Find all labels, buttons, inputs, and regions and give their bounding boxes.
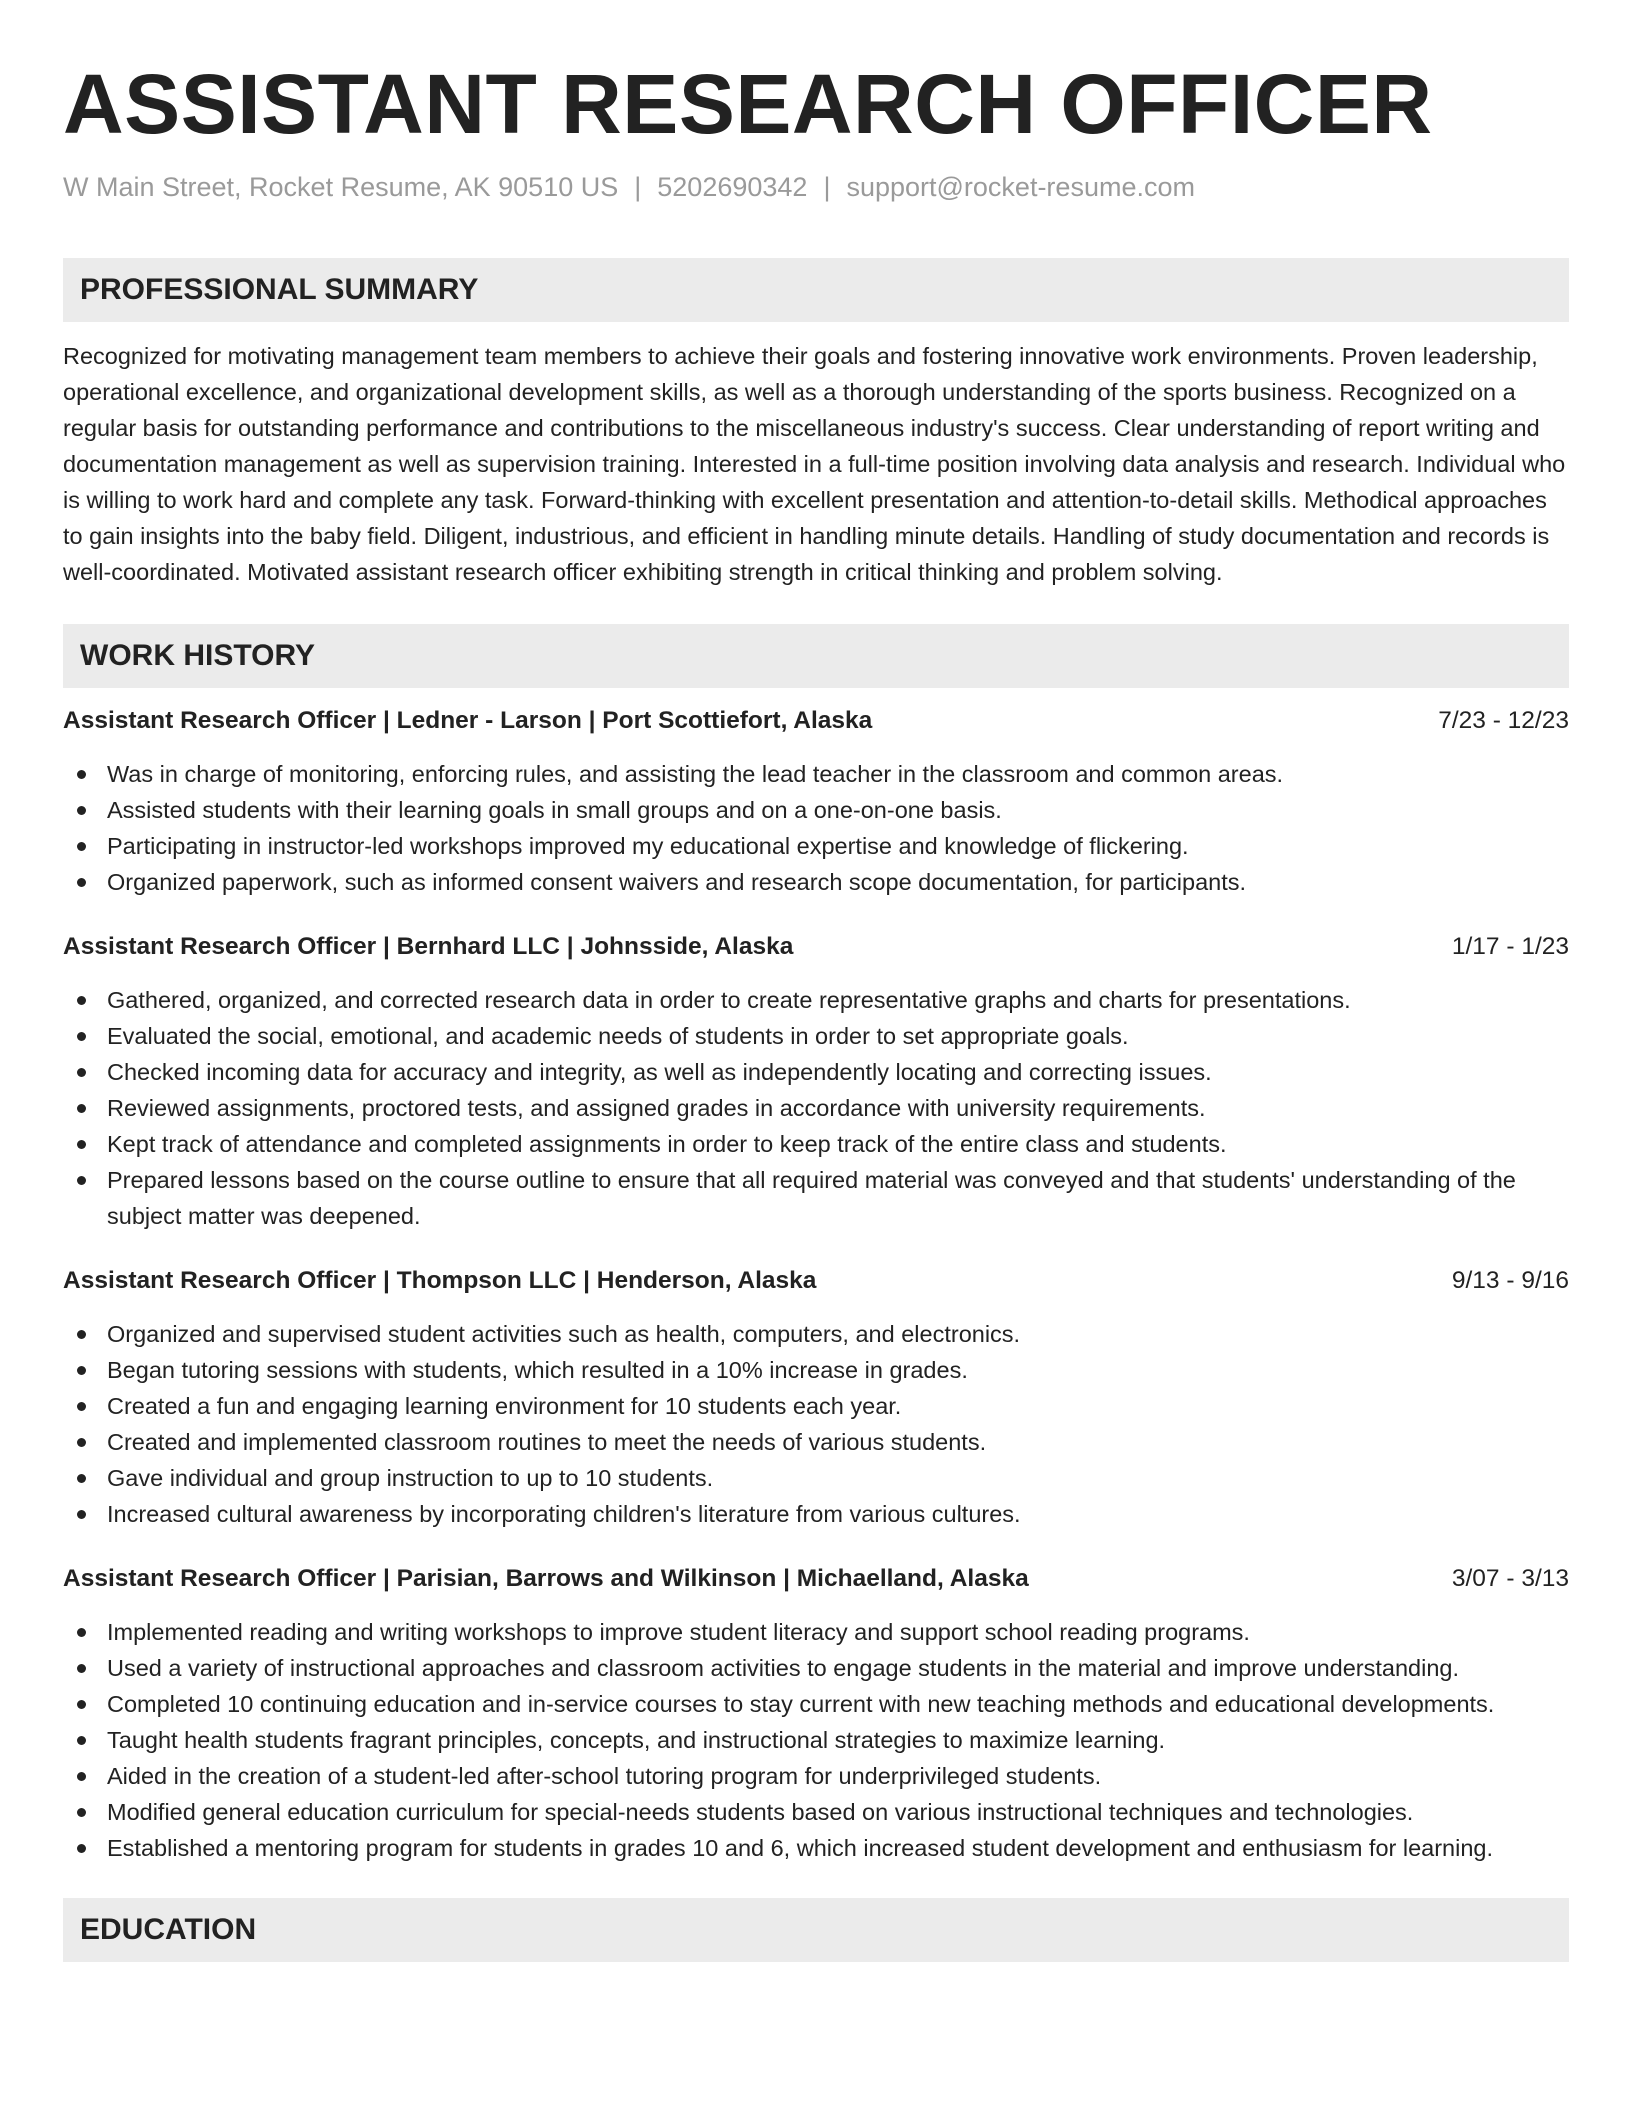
- bullet-dot-icon: [77, 1068, 86, 1077]
- job-dates: 1/17 - 1/23: [1451, 933, 1569, 960]
- job-bullet-text: Assisted students with their learning goals in small groups and on a one-on-one basis.: [107, 797, 1002, 823]
- job-bullet-list: [63, 982, 1569, 1234]
- job-bullet-text: Gathered, organized, and corrected research data in order to create representative graphs and charts for presentations.: [107, 987, 1351, 1013]
- bullet-dot-icon: [77, 1736, 86, 1745]
- job-bullet-text: Organized paperwork, such as informed consent waivers and research scope documentation, for participants.: [107, 869, 1247, 895]
- bullet-dot-icon: [77, 1474, 86, 1483]
- bullet-dot-icon: [77, 1664, 86, 1673]
- job-bullet-list: [63, 1614, 1569, 1866]
- job-bullet-text: Was in charge of monitoring, enforcing rules, and assisting the lead teacher in the classroom and common areas.: [107, 761, 1284, 787]
- job-bullet: [63, 1794, 1569, 1830]
- job-bullet-text: Taught health students fragrant principles, concepts, and instructional strategies to maximize learning.: [107, 1727, 1166, 1753]
- job-bullet-text: Used a variety of instructional approaches and classroom activities to engage students in the material and improve understanding.: [107, 1655, 1460, 1681]
- bullet-dot-icon: [77, 878, 86, 887]
- job-bullet: [63, 1126, 1569, 1162]
- job-bullet: [63, 982, 1569, 1018]
- contact-separator: |: [823, 172, 831, 202]
- job-dates: 7/23 - 12/23: [1438, 707, 1569, 734]
- bullet-dot-icon: [77, 806, 86, 815]
- contact-email: support@rocket-resume.com: [846, 172, 1195, 202]
- job-bullet-text: Created a fun and engaging learning environment for 10 students each year.: [107, 1393, 902, 1419]
- job-bullet: [63, 828, 1569, 864]
- contact-phone: 5202690342: [657, 172, 808, 202]
- job-bullet-text: Aided in the creation of a student-led after-school tutoring program for underprivileged students.: [107, 1763, 1102, 1789]
- job-bullet: [63, 1162, 1569, 1234]
- bullet-dot-icon: [77, 1510, 86, 1519]
- job-header: [63, 1562, 1569, 1596]
- job-bullet-text: Created and implemented classroom routines to meet the needs of various students.: [107, 1429, 987, 1455]
- job-header: [63, 930, 1569, 964]
- job-entry: [63, 1562, 1569, 1866]
- job-bullet: [63, 1018, 1569, 1054]
- job-entry: [63, 704, 1569, 900]
- job-bullet-text: Established a mentoring program for students in grades 10 and 6, which increased student development and enthusiasm for learning.: [107, 1835, 1494, 1861]
- job-bullet: [63, 1650, 1569, 1686]
- bullet-dot-icon: [77, 1438, 86, 1447]
- job-bullet-text: Completed 10 continuing education and in-service courses to stay current with new teaching methods and educational developments.: [107, 1691, 1495, 1717]
- bullet-dot-icon: [77, 1402, 86, 1411]
- job-bullet-text: Increased cultural awareness by incorporating children's literature from various cultures.: [107, 1501, 1021, 1527]
- job-bullet-text: Prepared lessons based on the course outline to ensure that all required material was conveyed and that students' understanding of the subject matter was deepened.: [107, 1167, 1516, 1229]
- education-section-header: EDUCATION: [63, 1898, 1569, 1962]
- job-bullet: [63, 1090, 1569, 1126]
- job-bullet: [63, 1388, 1569, 1424]
- job-bullet: [63, 1686, 1569, 1722]
- job-bullet-list: [63, 1316, 1569, 1532]
- bullet-dot-icon: [77, 1772, 86, 1781]
- job-bullet: [63, 1496, 1569, 1532]
- bullet-dot-icon: [77, 1628, 86, 1637]
- job-bullet-text: Reviewed assignments, proctored tests, and assigned grades in accordance with university requirements.: [107, 1095, 1206, 1121]
- candidate-name: ASSISTANT RESEARCH OFFICER: [63, 57, 1433, 151]
- job-bullet-text: Modified general education curriculum for special-needs students based on various instructional techniques and technologies.: [107, 1799, 1414, 1825]
- summary-section-header: PROFESSIONAL SUMMARY: [63, 258, 1569, 322]
- job-title: Assistant Research Officer | Bernhard LLC | Johnsside, Alaska: [63, 933, 794, 960]
- job-bullet: [63, 1830, 1569, 1866]
- bullet-dot-icon: [77, 1330, 86, 1339]
- job-title: Assistant Research Officer | Parisian, Barrows and Wilkinson | Michaelland, Alaska: [63, 1565, 1029, 1592]
- job-bullet: [63, 1460, 1569, 1496]
- bullet-dot-icon: [77, 1366, 86, 1375]
- bullet-dot-icon: [77, 1176, 86, 1185]
- bullet-dot-icon: [77, 996, 86, 1005]
- job-entry: [63, 930, 1569, 1234]
- bullet-dot-icon: [77, 770, 86, 779]
- job-bullet-text: Began tutoring sessions with students, which resulted in a 10% increase in grades.: [107, 1357, 968, 1383]
- bullet-dot-icon: [77, 842, 86, 851]
- bullet-dot-icon: [77, 1700, 86, 1709]
- summary-text: Recognized for motivating management team members to achieve their goals and fostering innovative work environments. Proven leadership, operational excellence, and organizational development skills, as well as a thorough understanding of the sports business. Recognized on a regular basis for outstanding performance and contributions to the miscellaneous industry's success. Clear understanding of report writing and documentation management as well as supervision training. Interested in a full-time position involving data analysis and research. Individual who is willing to work hard and complete any task. Forward-thinking with excellent presentation and attention-to-detail skills. Methodical approaches to gain insights into the baby field. Diligent, industrious, and efficient in handling minute details. Handling of study documentation and records is well-coordinated. Motivated assistant research officer exhibiting strength in critical thinking and problem solving.: [63, 343, 1566, 585]
- job-bullet-list: [63, 756, 1569, 900]
- contact-separator: |: [634, 172, 642, 202]
- job-bullet: [63, 756, 1569, 792]
- job-bullet: [63, 1352, 1569, 1388]
- bullet-dot-icon: [77, 1032, 86, 1041]
- bullet-dot-icon: [77, 1808, 86, 1817]
- job-bullet-text: Evaluated the social, emotional, and academic needs of students in order to set appropriate goals.: [107, 1023, 1129, 1049]
- job-entry: [63, 1264, 1569, 1532]
- job-bullet: [63, 864, 1569, 900]
- job-dates: 3/07 - 3/13: [1451, 1565, 1569, 1592]
- job-bullet: [63, 792, 1569, 828]
- job-header: [63, 704, 1569, 738]
- job-bullet-text: Organized and supervised student activities such as health, computers, and electronics.: [107, 1321, 1021, 1347]
- job-bullet: [63, 1614, 1569, 1650]
- job-bullet: [63, 1424, 1569, 1460]
- job-bullet-text: Checked incoming data for accuracy and integrity, as well as independently locating and correcting issues.: [107, 1059, 1212, 1085]
- job-title: Assistant Research Officer | Ledner - Larson | Port Scottiefort, Alaska: [63, 707, 873, 734]
- job-bullet: [63, 1758, 1569, 1794]
- job-dates: 9/13 - 9/16: [1451, 1267, 1569, 1294]
- contact-address: W Main Street, Rocket Resume, AK 90510 US: [63, 172, 619, 202]
- work-history-list: [63, 704, 1569, 1866]
- job-header: [63, 1264, 1569, 1298]
- job-bullet-text: Participating in instructor-led workshops improved my educational expertise and knowledge of flickering.: [107, 833, 1189, 859]
- job-bullet: [63, 1054, 1569, 1090]
- bullet-dot-icon: [77, 1104, 86, 1113]
- bullet-dot-icon: [77, 1140, 86, 1149]
- job-title: Assistant Research Officer | Thompson LLC | Henderson, Alaska: [63, 1267, 817, 1294]
- job-bullet: [63, 1316, 1569, 1352]
- job-bullet-text: Gave individual and group instruction to up to 10 students.: [107, 1465, 714, 1491]
- job-bullet: [63, 1722, 1569, 1758]
- job-bullet-text: Implemented reading and writing workshops to improve student literacy and support school reading programs.: [107, 1619, 1250, 1645]
- work-history-section-header: WORK HISTORY: [63, 624, 1569, 688]
- bullet-dot-icon: [77, 1844, 86, 1853]
- contact-line: [63, 170, 1569, 204]
- job-bullet-text: Kept track of attendance and completed assignments in order to keep track of the entire class and students.: [107, 1131, 1227, 1157]
